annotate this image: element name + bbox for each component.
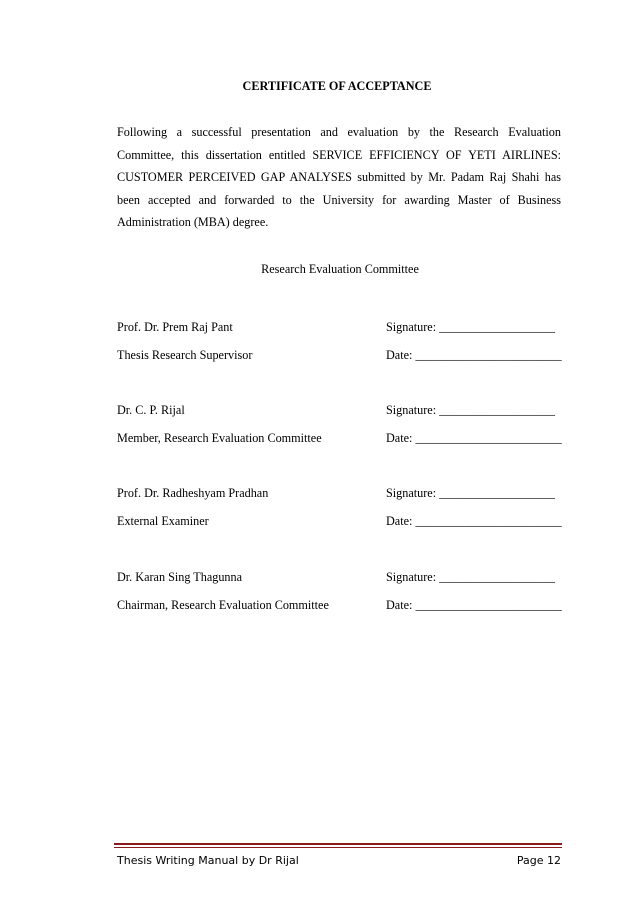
date-line: Date: ________________________ (386, 514, 562, 528)
signature-line: Signature: ___________________ (386, 403, 555, 417)
member-name: Prof. Dr. Radheshyam Pradhan (117, 486, 269, 500)
signature-line: Signature: ___________________ (386, 320, 555, 334)
member-name: Dr. C. P. Rijal (117, 403, 185, 417)
member-role: External Examiner (117, 514, 209, 528)
member-role: Member, Research Evaluation Committee (117, 431, 322, 445)
member-role: Thesis Research Supervisor (117, 348, 253, 362)
footer-divider-thin (114, 847, 562, 848)
committee-member (117, 320, 561, 376)
member-role: Chairman, Research Evaluation Committee (117, 598, 329, 612)
signature-line: Signature: ___________________ (386, 486, 555, 500)
committee-heading: Research Evaluation Committee (261, 262, 419, 276)
footer-title: Thesis Writing Manual by Dr Rijal (117, 854, 299, 867)
footer-divider (114, 843, 562, 845)
committee-member (117, 570, 561, 626)
member-name: Dr. Karan Sing Thagunna (117, 570, 243, 584)
date-line: Date: ________________________ (386, 431, 562, 445)
committee-member (117, 403, 561, 459)
acceptance-paragraph: Following a successful presentation and evaluation by the Research Evaluation Committee, this dissertation entitled SERVICE EFFICIENCY OF YETI AIRLINES: CUSTOMER PERCEIVED GAP ANALYSES submitted by Mr. Padam Raj Shahi has been accepted and forwarded to the University for awarding Master of Business Administration (MBA) degree. (117, 125, 561, 230)
member-name: Prof. Dr. Prem Raj Pant (117, 320, 233, 334)
committee-member (117, 486, 561, 542)
date-line: Date: ________________________ (386, 598, 562, 612)
certificate-title: CERTIFICATE OF ACCEPTANCE (242, 79, 432, 93)
page-number: Page 12 (516, 854, 561, 867)
date-line: Date: ________________________ (386, 348, 562, 362)
signature-line: Signature: ___________________ (386, 570, 555, 584)
